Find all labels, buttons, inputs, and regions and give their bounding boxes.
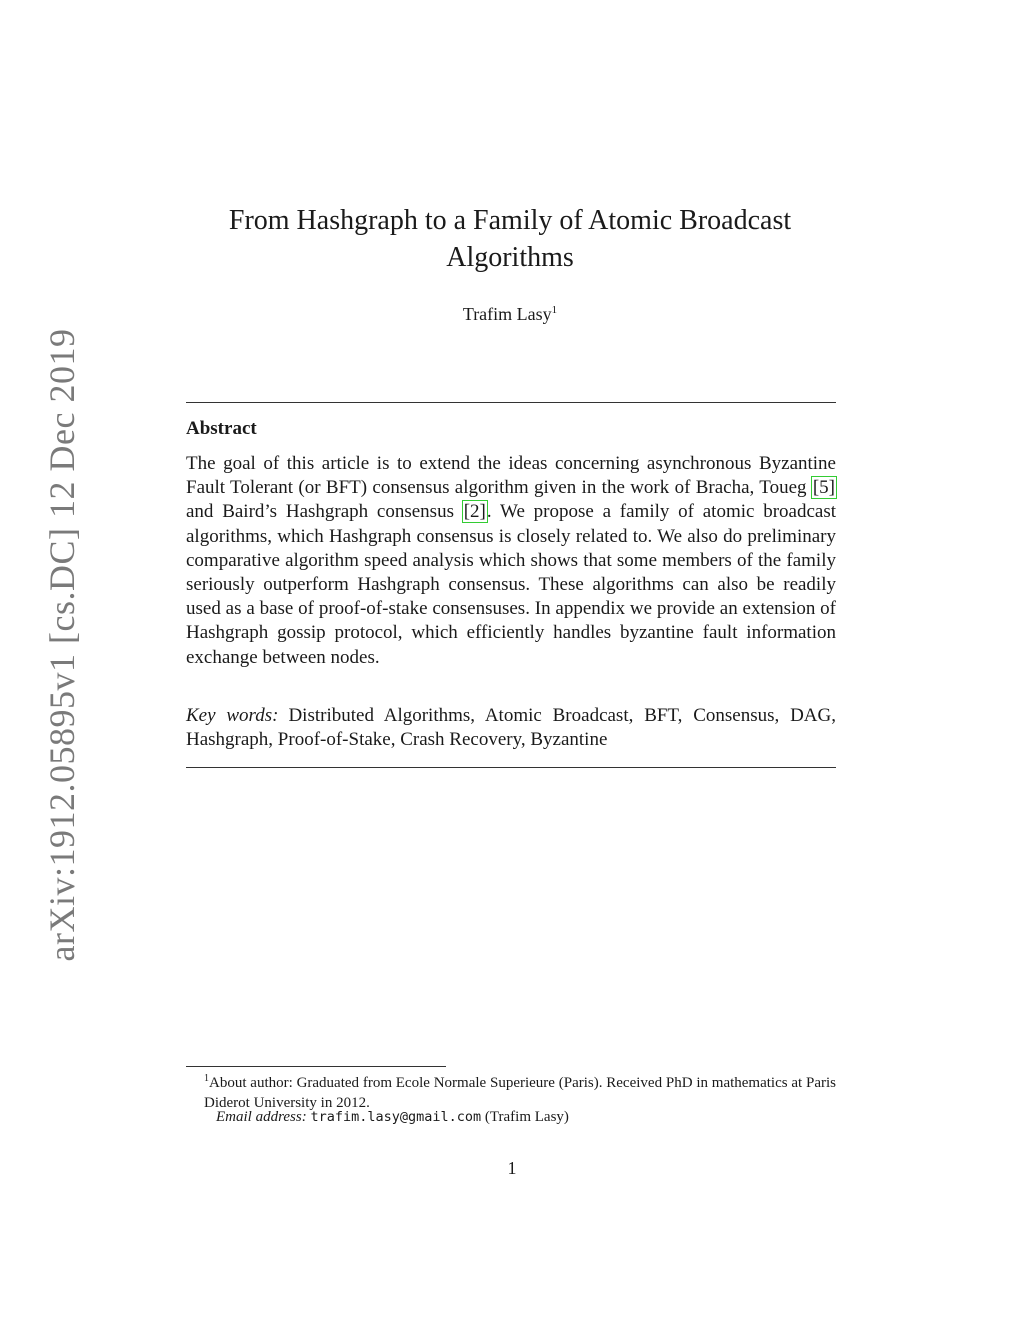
keywords-text: Distributed Algorithms, Atomic Broadcast, BFT, Consensus, DAG, Hashgraph, Proof-of-Stake, Crash Recovery, Byzantine bbox=[186, 705, 836, 751]
email-link[interactable]: trafim.lasy@gmail.com bbox=[310, 1109, 482, 1125]
email-owner: (Trafim Lasy) bbox=[484, 1109, 569, 1125]
abstract-heading: Abstract bbox=[186, 418, 257, 439]
footnote-rule bbox=[186, 1066, 446, 1067]
author bbox=[180, 304, 840, 325]
keywords-label: Key words: bbox=[186, 705, 279, 726]
abstract-bottom-rule bbox=[186, 767, 836, 768]
page-number: 1 bbox=[507, 1158, 517, 1178]
citation-link-5[interactable]: [5] bbox=[812, 477, 835, 499]
email-label: Email address: bbox=[216, 1109, 307, 1125]
paper-title bbox=[180, 202, 840, 276]
footnote-email-line bbox=[216, 1109, 569, 1126]
abstract-text-b: and Baird’s Hashgraph consensus bbox=[186, 501, 463, 523]
abstract-text-a: The goal of this article is to extend the ideas concerning asynchronous Byzantine Fault Tolerant (or BFT) consensus algorithm given in the work of Bracha, Toueg bbox=[186, 453, 836, 499]
abstract-body bbox=[186, 452, 836, 670]
author-name: Trafim Lasy bbox=[462, 304, 552, 324]
author-footnote-mark: 1 bbox=[551, 304, 558, 316]
abstract-text-c: . We propose a family of atomic broadcast algorithms, which Hashgraph consensus is closely related to. We also do preliminary comparative algorithm speed analysis which shows that some members of the family seriously outperform Hashgraph consensus. These algorithms can also be readily used as a base of proof-of-stake consensuses. In appendix we provide an extension of Hashgraph gossip protocol, which efficiently handles byzantine fault information exchange between nodes. bbox=[186, 501, 836, 668]
title-line-2: Algorithms bbox=[446, 242, 574, 273]
footnote bbox=[186, 1069, 836, 1113]
arxiv-identifier-stamp: arXiv:1912.05895v1 [cs.DC] 12 Dec 2019 bbox=[42, 328, 82, 962]
citation-link-2[interactable]: [2] bbox=[463, 501, 486, 523]
abstract-top-rule bbox=[186, 402, 836, 403]
title-line-1: From Hashgraph to a Family of Atomic Broadcast bbox=[228, 205, 792, 236]
footnote-text: About author: Graduated from Ecole Normale Superieure (Paris). Received PhD in mathematics at Paris Diderot University in 2012. bbox=[204, 1075, 836, 1111]
footnote-mark: 1 bbox=[204, 1073, 209, 1084]
keywords bbox=[186, 704, 836, 752]
